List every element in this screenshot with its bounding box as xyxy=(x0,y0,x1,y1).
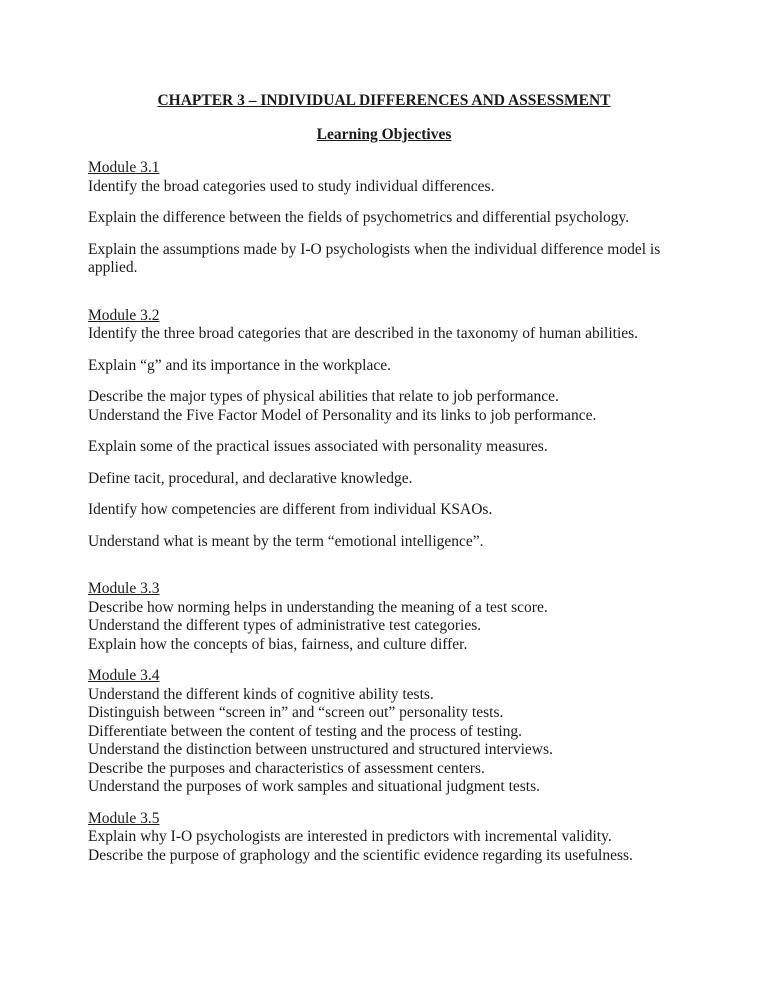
objective-paragraph xyxy=(88,388,680,425)
objective-line: Understand the distinction between unstructured and structured interviews. xyxy=(88,741,553,758)
objective-paragraph xyxy=(88,828,680,865)
module-section xyxy=(88,810,680,866)
objective-line: Distinguish between “screen in” and “screen out” personality tests. xyxy=(88,704,504,721)
objective-paragraph xyxy=(88,599,680,655)
module-heading: Module 3.4 xyxy=(88,667,160,684)
objective-line: Explain the assumptions made by I-O psychologists when the individual difference model is xyxy=(88,240,661,258)
objective-line: Differentiate between the content of testing and the process of testing. xyxy=(88,722,522,740)
modules-container xyxy=(88,159,680,865)
objective-line: Define tacit, procedural, and declarative knowledge. xyxy=(88,469,413,487)
objective-line: Describe the purposes and characteristics of assessment centers. xyxy=(88,759,485,777)
objective-line: Understand the different kinds of cognitive ability tests. xyxy=(88,685,434,703)
objective-line: Describe the purpose of graphology and the scientific evidence regarding its usefulness. xyxy=(88,846,633,864)
module-heading: Module 3.1 xyxy=(88,159,160,176)
module-section xyxy=(88,307,680,552)
module-heading: Module 3.3 xyxy=(88,580,160,597)
objective-paragraph xyxy=(88,357,680,376)
module-section xyxy=(88,159,680,278)
objective-paragraph xyxy=(88,178,680,197)
objective-line: Understand what is meant by the term “emotional intelligence”. xyxy=(88,532,484,550)
chapter-title: CHAPTER 3 – INDIVIDUAL DIFFERENCES AND ASSESSMENT xyxy=(157,92,611,109)
objective-paragraph xyxy=(88,686,680,797)
objective-line: Understand the purposes of work samples and situational judgment tests. xyxy=(88,778,541,795)
module-section xyxy=(88,667,680,797)
objective-line: Identify the broad categories used to study individual differences. xyxy=(88,177,495,195)
objective-paragraph xyxy=(88,325,680,344)
objective-line: Explain why I-O psychologists are interested in predictors with incremental validity. xyxy=(88,828,612,845)
module-heading: Module 3.5 xyxy=(88,809,160,827)
objective-line: Understand the Five Factor Model of Personality and its links to job performance. xyxy=(88,406,597,424)
objective-line: Identify the three broad categories that are described in the taxonomy of human abilities. xyxy=(88,325,639,342)
objective-line: Identify how competencies are different from individual KSAOs. xyxy=(88,501,493,518)
objective-line: Explain the difference between the fields of psychometrics and differential psychology. xyxy=(88,209,630,226)
objective-line: applied. xyxy=(88,259,138,276)
objective-line: Understand the different types of administrative test categories. xyxy=(88,617,482,634)
objective-line: Explain “g” and its importance in the workplace. xyxy=(88,356,392,374)
objective-line: Explain some of the practical issues associated with personality measures. xyxy=(88,438,548,455)
objective-line: Describe the major types of physical abilities that relate to job performance. xyxy=(88,388,559,405)
objective-paragraph xyxy=(88,209,680,228)
module-heading: Module 3.2 xyxy=(88,306,160,324)
learning-objectives-heading: Learning Objectives xyxy=(316,125,452,143)
objective-line: Explain how the concepts of bias, fairness, and culture differ. xyxy=(88,635,468,653)
objective-line: Describe how norming helps in understanding the meaning of a test score. xyxy=(88,598,548,616)
objective-paragraph xyxy=(88,470,680,489)
module-section xyxy=(88,580,680,654)
objective-paragraph xyxy=(88,438,680,457)
objective-paragraph xyxy=(88,241,680,278)
objective-paragraph xyxy=(88,533,680,552)
objective-paragraph xyxy=(88,501,680,520)
